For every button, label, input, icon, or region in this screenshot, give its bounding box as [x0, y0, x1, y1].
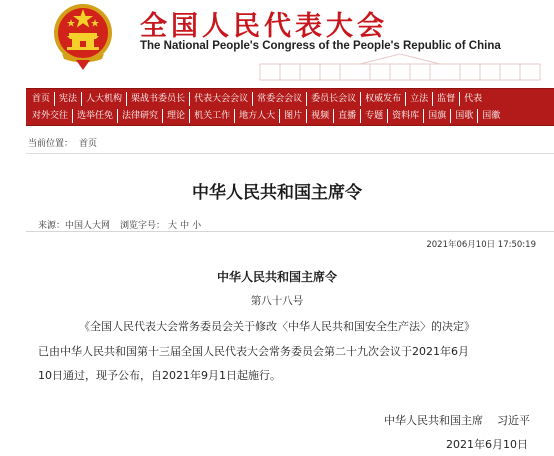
nav-item[interactable]: 机关工作 [190, 109, 235, 123]
nav-item[interactable]: 立法 [406, 92, 433, 106]
decision-title: 《全国人民代表大会常务委员会关于修改〈中华人民共和国安全生产法〉的决定》 [79, 320, 475, 333]
order-number: 第八十八号 [250, 295, 304, 307]
font-size-small-button[interactable]: 小 [192, 221, 202, 231]
nav-item[interactable]: 对外交往 [28, 109, 73, 123]
font-size-medium-button[interactable]: 中 [180, 221, 190, 231]
signature [384, 412, 530, 428]
breadcrumb-divider [26, 153, 554, 154]
font-size-label: 浏览字号： [120, 221, 166, 231]
nav-item[interactable]: 直播 [334, 109, 361, 123]
nav-item[interactable]: 人大机构 [82, 92, 127, 106]
nav-item[interactable]: 宪法 [55, 92, 82, 106]
nav-item[interactable]: 委员长会议 [307, 92, 361, 106]
nav-item[interactable]: 资料库 [388, 109, 424, 123]
nav-item[interactable]: 代表 [464, 94, 483, 104]
site-title: 全国人民代表大会 [140, 11, 388, 42]
nav-item[interactable]: 首页 [28, 92, 55, 106]
body-text-line-1: 已由中华人民共和国第十三届全国人民代表大会常务委员会第二十九次会议于2021年6月 [38, 345, 469, 358]
breadcrumb [28, 136, 103, 149]
nav-item[interactable]: 国徽 [482, 111, 501, 121]
nav-item[interactable]: 代表大会会议 [190, 92, 253, 106]
site-subtitle: The National People's Congress of the People's Republic of China [140, 40, 501, 52]
site-header [0, 0, 554, 82]
nav-item[interactable]: 理论 [163, 109, 190, 123]
article-title: 中华人民共和国主席令 [192, 183, 362, 203]
signer-title: 中华人民共和国主席 [384, 414, 483, 427]
nav-item[interactable]: 权威发布 [361, 92, 406, 106]
nav-item[interactable]: 法律研究 [118, 109, 163, 123]
source-label: 来源： [38, 221, 66, 231]
source-value: 中国人大网 [65, 221, 111, 231]
publish-time: 2021年06月10日 17:50:19 [426, 240, 536, 250]
nav-item[interactable]: 图片 [280, 109, 307, 123]
nav-row-2 [28, 108, 504, 124]
nav-item[interactable]: 国旗 [424, 109, 451, 123]
nav-item[interactable]: 地方人大 [235, 109, 280, 123]
nav-item[interactable]: 常委会会议 [253, 92, 307, 106]
sign-date: 2021年6月10日 [446, 438, 528, 451]
breadcrumb-home-link[interactable]: 首页 [79, 139, 98, 149]
nav-item[interactable]: 栗战书委员长 [127, 92, 190, 106]
nav-row-1 [28, 91, 486, 107]
font-size-large-button[interactable]: 大 [168, 221, 178, 231]
body-text-line-2: 10日通过，现予公布，自2021年9月1日起施行。 [38, 369, 281, 382]
article-meta [38, 218, 201, 231]
main-nav [26, 88, 554, 126]
nav-item[interactable]: 监督 [433, 92, 460, 106]
meta-divider [26, 231, 554, 232]
nav-item[interactable]: 国歌 [451, 109, 478, 123]
nav-item[interactable]: 专题 [361, 109, 388, 123]
national-emblem-icon [52, 2, 114, 72]
great-hall-illustration [250, 52, 550, 82]
signer-name: 习近平 [497, 414, 530, 427]
order-heading: 中华人民共和国主席令 [216, 270, 337, 284]
nav-item[interactable]: 选举任免 [73, 109, 118, 123]
breadcrumb-label: 当前位置： [28, 139, 74, 149]
nav-item[interactable]: 视频 [307, 109, 334, 123]
